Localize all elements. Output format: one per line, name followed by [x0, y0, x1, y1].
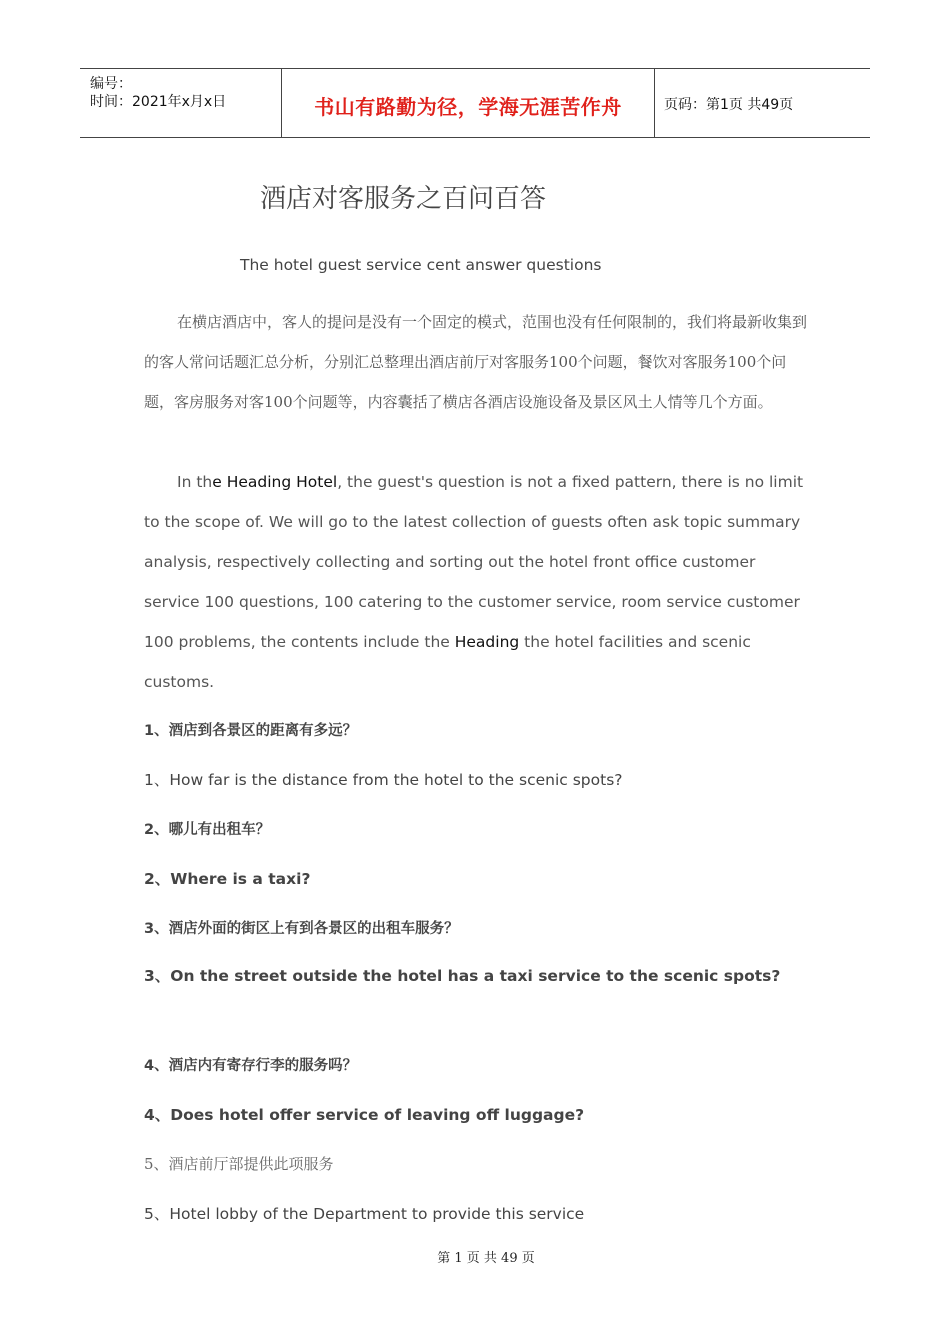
question-3-en: 3、On the street outside the hotel has a taxi service to the scenic spots? — [144, 967, 781, 985]
intro-en-part1: In th — [177, 473, 213, 491]
document-subtitle: The hotel guest service cent answer questions — [240, 256, 602, 274]
intro-english-paragraph — [144, 462, 812, 702]
header-motto-cell — [281, 69, 655, 137]
page-footer: 第 1 页 共 49 页 — [437, 1251, 535, 1266]
intro-en-part2: , the guest's question is not a fixed pattern, there is no limit to the scope of. We will go to the latest collection of guests often ask topic summary analysis, respectively collecting and sorting out the hotel front office customer service 100 questions, 100 catering to the customer service, room service customer 100 problems, the contents include the — [144, 473, 804, 651]
intro-en-heading-hotel: e Heading Hotel — [212, 473, 338, 491]
document-title: 酒店对客服务之百问百答 — [260, 184, 547, 214]
time-label: 时间：2021年x月x日 — [90, 94, 227, 110]
answer-4-cn: 5、酒店前厅部提供此项服务 — [144, 1155, 334, 1173]
page-info: 页码：第1页 共49页 — [664, 97, 794, 113]
answer-4-en: 5、Hotel lobby of the Department to provide this service — [144, 1205, 585, 1223]
motto: 书山有路勤为径，学海无涯苦作舟 — [314, 95, 622, 119]
header-page-cell — [654, 69, 870, 137]
question-1-cn: 1、酒店到各景区的距离有多远？ — [144, 723, 358, 739]
intro-en-part3: the hotel facilities and scenic customs. — [144, 633, 751, 691]
question-3-cn: 3、酒店外面的街区上有到各景区的出租车服务？ — [144, 921, 459, 937]
code-label: 编号： — [90, 76, 132, 92]
question-2-cn: 2、哪儿有出租车？ — [144, 822, 271, 838]
header-table — [80, 68, 870, 138]
question-4-en: 4、Does hotel offer service of leaving off luggage? — [144, 1106, 585, 1124]
intro-chinese-paragraph: 在横店酒店中，客人的提问是没有一个固定的模式，范围也没有任何限制的，我们将最新收集到的客人常问话题汇总分析，分别汇总整理出酒店前厅对客服务100个问题，餐饮对客服务100个问题，客房服务对客100个问题等，内容囊括了横店各酒店设施设备及景区风土人情等几个方面。 — [144, 313, 808, 411]
question-4-cn: 4、酒店内有寄存行李的服务吗？ — [144, 1058, 358, 1074]
question-1-en: 1、How far is the distance from the hotel to the scenic spots? — [144, 771, 623, 789]
intro-en-heading: Heading — [454, 633, 520, 651]
question-2-en: 2、Where is a taxi? — [144, 870, 311, 888]
header-left-cell — [80, 69, 280, 137]
